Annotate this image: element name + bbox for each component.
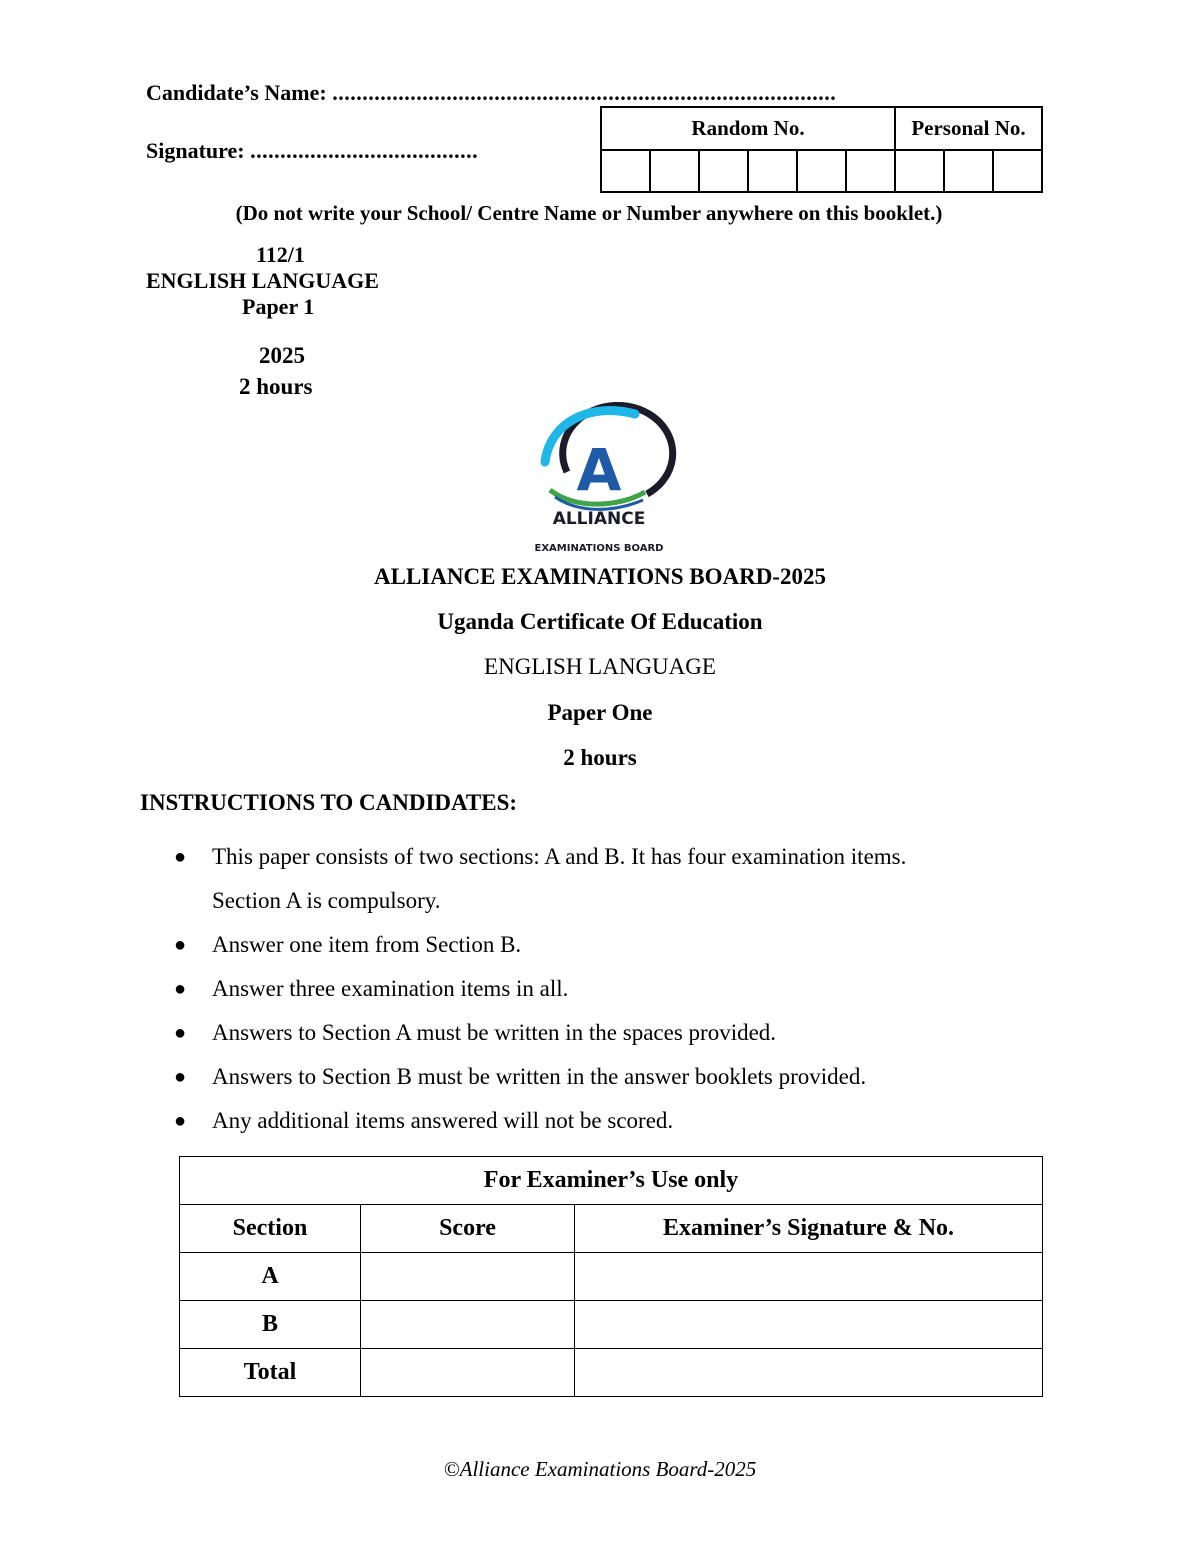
instruction-text: This paper consists of two sections: A and B. It has four examination items. xyxy=(212,844,907,869)
instruction-text-continuation: Section A is compulsory. xyxy=(212,888,441,913)
signature-cell[interactable] xyxy=(575,1301,1043,1349)
row-label: A xyxy=(180,1253,361,1301)
examiner-table xyxy=(179,1156,1043,1397)
table-row xyxy=(180,1301,1043,1349)
instructions-heading: INSTRUCTIONS TO CANDIDATES: xyxy=(140,790,518,815)
random-no-box[interactable] xyxy=(748,150,797,192)
paper-year: 2025 xyxy=(259,343,305,368)
bullet-icon: ● xyxy=(174,934,187,956)
instruction-item xyxy=(140,1055,1100,1099)
personal-no-box[interactable] xyxy=(895,150,944,192)
random-no-box[interactable] xyxy=(650,150,699,192)
row-label: B xyxy=(180,1301,361,1349)
personal-no-box[interactable] xyxy=(993,150,1042,192)
table-row xyxy=(180,1349,1043,1397)
random-no-box[interactable] xyxy=(846,150,895,192)
candidate-name-label: Candidate’s Name: xyxy=(146,80,327,105)
copyright-footer: ©Alliance Examinations Board-2025 xyxy=(443,1457,757,1481)
random-no-box[interactable] xyxy=(699,150,748,192)
paper-duration: 2 hours xyxy=(239,374,313,399)
instruction-text: Answer one item from Section B. xyxy=(212,932,522,957)
instruction-text: Any additional items answered will not be scored. xyxy=(212,1108,674,1133)
score-cell[interactable] xyxy=(361,1301,575,1349)
bullet-icon: ● xyxy=(174,846,187,868)
instruction-text: Answers to Section B must be written in the answer booklets provided. xyxy=(212,1064,867,1089)
subject-title: ENGLISH LANGUAGE xyxy=(484,654,716,679)
paper-title: Paper One xyxy=(547,700,653,725)
paper-info xyxy=(146,242,426,320)
certificate-title: Uganda Certificate Of Education xyxy=(437,609,763,634)
signature-cell[interactable] xyxy=(575,1253,1043,1301)
personal-no-header: Personal No. xyxy=(895,107,1042,150)
instruction-item xyxy=(140,1099,1100,1143)
random-no-box[interactable] xyxy=(797,150,846,192)
logo-subtitle: EXAMINATIONS BOARD xyxy=(534,543,664,554)
instructions-list xyxy=(140,835,1100,1143)
bullet-icon: ● xyxy=(174,1066,187,1088)
instruction-text: Answers to Section A must be written in the spaces provided. xyxy=(212,1020,777,1045)
examiner-table-title: For Examiner’s Use only xyxy=(180,1157,1043,1205)
bullet-icon: ● xyxy=(174,1110,187,1132)
instruction-item xyxy=(140,967,1100,1011)
table-row xyxy=(180,1253,1043,1301)
alliance-logo xyxy=(495,402,705,554)
signature-label: Signature: xyxy=(146,138,245,163)
paper-code: 112/1 xyxy=(256,242,305,267)
instruction-item xyxy=(140,1011,1100,1055)
paper-subject: ENGLISH LANGUAGE xyxy=(146,268,379,293)
column-header-score: Score xyxy=(361,1205,575,1253)
signature-dots: ...................................... xyxy=(250,138,479,163)
candidate-name-dots: .................................................................................... xyxy=(332,80,837,105)
logo-letter: A xyxy=(576,436,622,504)
candidate-name-field xyxy=(146,80,836,106)
column-header-section: Section xyxy=(180,1205,361,1253)
instruction-item xyxy=(140,923,1100,967)
booklet-warning: (Do not write your School/ Centre Name or Number anywhere on this booklet.) xyxy=(235,201,943,225)
personal-no-box[interactable] xyxy=(944,150,993,192)
board-title: ALLIANCE EXAMINATIONS BOARD-2025 xyxy=(374,564,826,589)
random-no-header: Random No. xyxy=(601,107,895,150)
random-no-box[interactable] xyxy=(601,150,650,192)
score-cell[interactable] xyxy=(361,1253,575,1301)
column-header-signature: Examiner’s Signature & No. xyxy=(575,1205,1043,1253)
row-label: Total xyxy=(180,1349,361,1397)
duration-title: 2 hours xyxy=(563,745,637,770)
bullet-icon: ● xyxy=(174,978,187,1000)
bullet-icon: ● xyxy=(174,1022,187,1044)
logo-emblem-icon xyxy=(495,402,705,554)
instruction-item xyxy=(140,835,1100,923)
logo-name: ALLIANCE xyxy=(552,509,646,529)
number-grid xyxy=(600,106,1043,193)
score-cell[interactable] xyxy=(361,1349,575,1397)
signature-field xyxy=(146,138,478,164)
signature-cell[interactable] xyxy=(575,1349,1043,1397)
paper-number: Paper 1 xyxy=(242,294,315,319)
instruction-text: Answer three examination items in all. xyxy=(212,976,569,1001)
